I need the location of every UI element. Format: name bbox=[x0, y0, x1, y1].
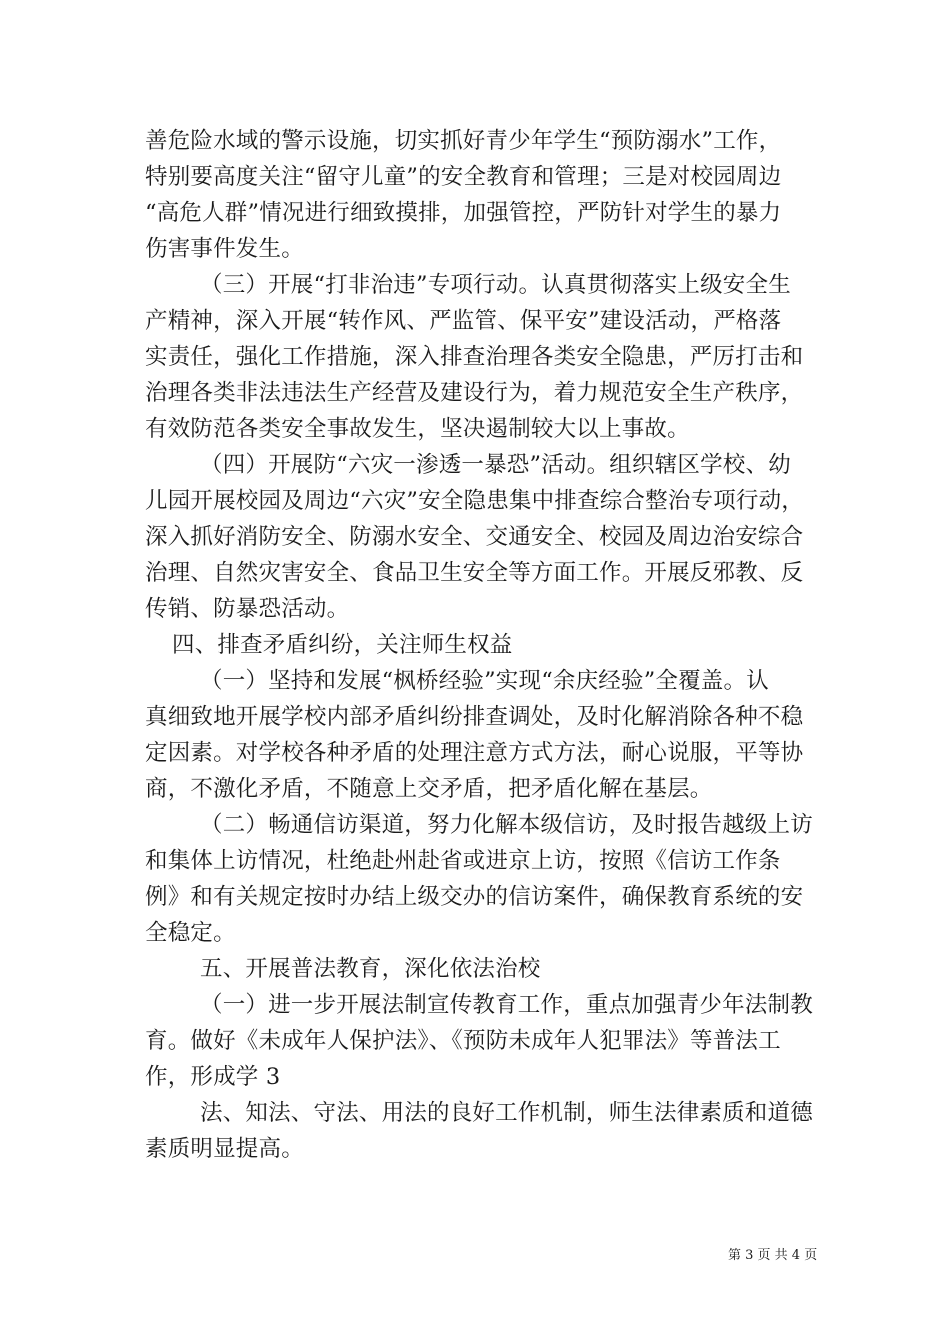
body-text-line: 全稳定。 bbox=[145, 920, 236, 946]
body-text-line: 治理、自然灾害安全、食品卫生安全等方面工作。开展反邪教、反 bbox=[145, 560, 804, 586]
paragraph-heading: （一）进一步开展法制宣传教育工作，重点加强青少年法制教 bbox=[200, 992, 813, 1018]
paragraph-heading: （三）开展“打非治违”专项行动。认真贯彻落实上级安全生 bbox=[200, 272, 791, 298]
body-text-line: 产精神，深入开展“转作风、严监管、保平安”建设活动，严格落 bbox=[145, 308, 782, 334]
body-text-line: 有效防范各类安全事故发生，坚决遏制较大以上事故。 bbox=[145, 416, 690, 442]
body-text-line: 作，形成学 3 bbox=[145, 1064, 281, 1090]
body-text-line: 伤害事件发生。 bbox=[145, 236, 304, 262]
body-text-line: 和集体上访情况，杜绝赴州赴省或进京上访，按照《信访工作条 bbox=[145, 848, 781, 874]
body-text-line: 善危险水域的警示设施，切实抓好青少年学生“预防溺水”工作， bbox=[145, 128, 782, 154]
body-text-line: 育。做好《未成年人保护法》、《预防未成年人犯罪法》等普法工 bbox=[145, 1028, 781, 1054]
body-text-line: 商，不激化矛盾，不随意上交矛盾，把矛盾化解在基层。 bbox=[145, 776, 713, 802]
body-text-line: 例》和有关规定按时办结上级交办的信访案件，确保教育系统的安 bbox=[145, 884, 804, 910]
body-text-line: 法、知法、守法、用法的良好工作机制，师生法律素质和道德 bbox=[200, 1100, 813, 1126]
section-heading: 五、开展普法教育，深化依法治校 bbox=[200, 956, 541, 982]
body-text-line: 实责任，强化工作措施，深入排查治理各类安全隐患，严厉打击和 bbox=[145, 344, 804, 370]
page-number-footer: 第 3 页 共 4 页 bbox=[728, 1248, 818, 1263]
body-text-line: 儿园开展校园及周边“六灾”安全隐患集中排查综合整治专项行动， bbox=[145, 488, 805, 514]
body-text-line: 真细致地开展学校内部矛盾纠纷排查调处，及时化解消除各种不稳 bbox=[145, 704, 804, 730]
section-heading: 四、排查矛盾纠纷，关注师生权益 bbox=[172, 632, 513, 658]
body-text-line: 治理各类非法违法生产经营及建设行为，着力规范安全生产秩序， bbox=[145, 380, 804, 406]
body-text-line: “高危人群”情况进行细致摸排，加强管控，严防针对学生的暴力 bbox=[145, 200, 782, 226]
paragraph-heading: （一）坚持和发展“枫桥经验”实现“余庆经验”全覆盖。认 bbox=[200, 668, 769, 694]
body-text-line: 深入抓好消防安全、防溺水安全、交通安全、校园及周边治安综合 bbox=[145, 524, 804, 550]
body-text-line: 素质明显提高。 bbox=[145, 1136, 304, 1162]
body-text-line: 特别要高度关注“留守儿童”的安全教育和管理；三是对校园周边 bbox=[145, 164, 782, 190]
body-text-line: 传销、防暴恐活动。 bbox=[145, 596, 350, 622]
body-text-line: 定因素。对学校各种矛盾的处理注意方式方法，耐心说服，平等协 bbox=[145, 740, 804, 766]
paragraph-heading: （二）畅通信访渠道，努力化解本级信访，及时报告越级上访 bbox=[200, 812, 813, 838]
paragraph-heading: （四）开展防“六灾一渗透一暴恐”活动。组织辖区学校、幼 bbox=[200, 452, 791, 478]
